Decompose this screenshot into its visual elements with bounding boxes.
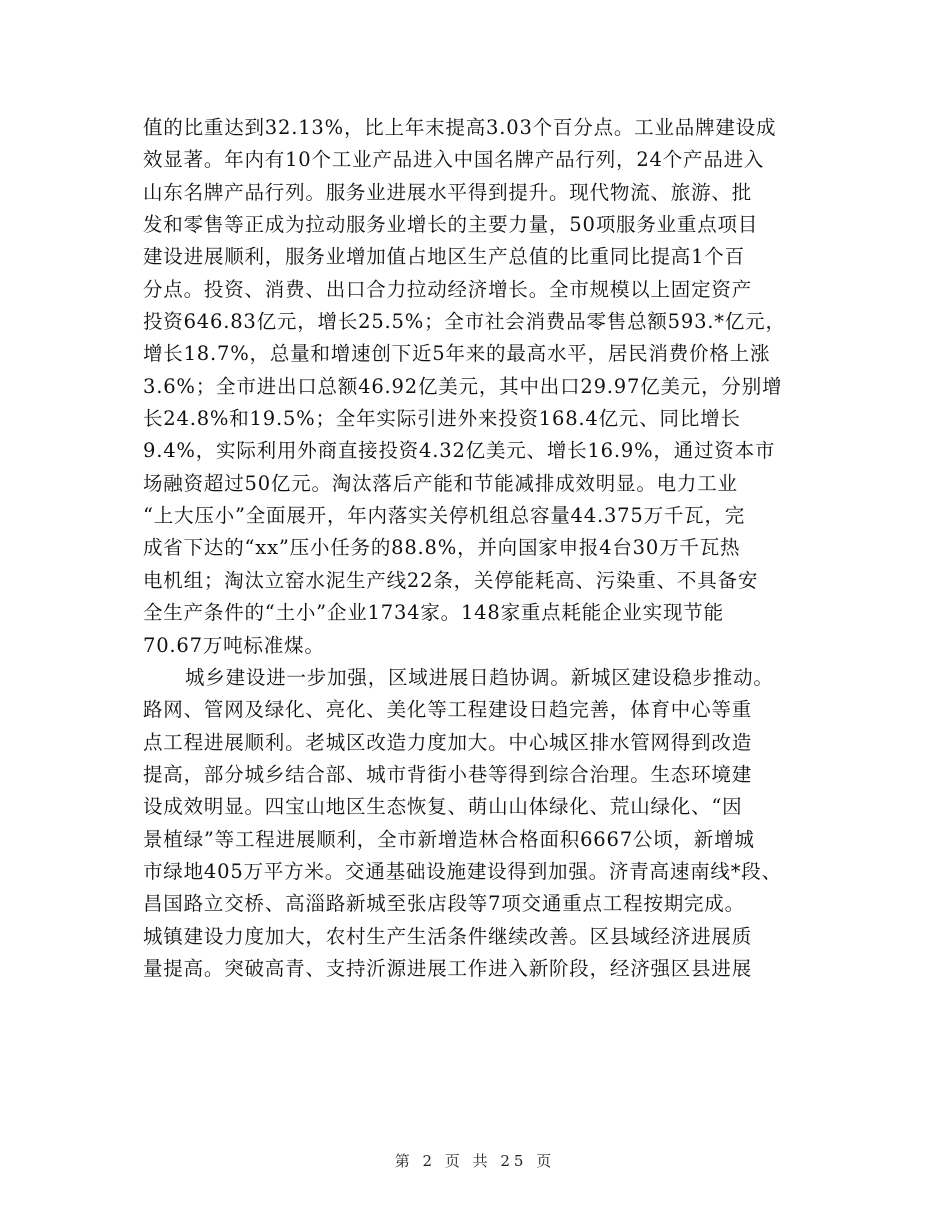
text-line: 路网、管网及绿化、亮化、美化等工程建设日趋完善，体育中心等重	[143, 698, 753, 722]
text-line: 场融资超过50亿元。淘汰落后产能和节能减排成效明显。电力工业	[143, 471, 738, 495]
page-number-footer: 第 2 页 共 25 页	[394, 1152, 556, 1170]
text-line: 9.4%，实际利用外商直接投资4.32亿美元、增长16.9%，通过资本市	[143, 439, 776, 463]
text-line: 点工程进展顺利。老城区改造力度加大。中心城区排水管网得到改造	[143, 730, 753, 754]
text-line: 城镇建设力度加大，农村生产生活条件继续改善。区县域经济进展质	[143, 924, 753, 948]
text-line: 发和零售等正成为拉动服务业增长的主要力量，50项服务业重点项目	[143, 213, 759, 237]
text-line: 市绿地405万平方米。交通基础设施建设得到加强。济青高速南线*段、	[143, 859, 782, 883]
text-line: 成省下达的“xx”压小任务的88.8%，并向国家申报4台30万千瓦热	[143, 536, 741, 560]
text-line: 电机组；淘汰立窑水泥生产线22条，关停能耗高、污染重、不具备安	[143, 568, 759, 592]
text-line: 增长18.7%，总量和增速创下近5年来的最高水平，居民消费价格上涨	[143, 342, 771, 366]
text-line: “上大压小”全面展开，年内落实关停机组总容量44.375万千瓦，完	[143, 504, 746, 528]
text-line: 效显著。年内有10个工业产品进入中国名牌产品行列，24个产品进入	[143, 148, 765, 172]
text-line: 长24.8%和19.5%；全年实际引进外来投资168.4亿元、同比增长	[143, 407, 741, 431]
text-line: 70.67万吨标准煤。	[143, 633, 325, 657]
text-line: 值的比重达到32.13%，比上年末提高3.03个百分点。工业品牌建设成	[143, 116, 777, 139]
text-line: 提高，部分城乡结合部、城市背街小巷等得到综合治理。生态环境建	[143, 762, 753, 786]
text-line: 昌国路立交桥、高淄路新城至张店段等7项交通重点工程按期完成。	[143, 892, 745, 916]
paragraph-start-line: 城乡建设进一步加强，区域进展日趋协调。新城区建设稳步推动。	[185, 665, 774, 689]
text-line: 设成效明显。四宝山地区生态恢复、萌山山体绿化、荒山绿化、“因	[143, 795, 743, 819]
text-line: 建设进展顺利，服务业增加值占地区生产总值的比重同比提高1个百	[143, 245, 745, 269]
text-line: 投资646.83亿元，增长25.5%；全市社会消费品零售总额593.*亿元，	[143, 310, 786, 334]
text-line: 量提高。突破高青、支持沂源进展工作进入新阶段，经济强区县进展	[143, 956, 753, 980]
text-line: 分点。投资、消费、出口合力拉动经济增长。全市规模以上固定资产	[143, 277, 753, 301]
text-line: 全生产条件的“土小”企业1734家。148家重点耗能企业实现节能	[143, 601, 724, 625]
text-line: 山东名牌产品行列。服务业进展水平得到提升。现代物流、旅游、批	[143, 180, 753, 204]
body-text	[143, 112, 823, 985]
text-line: 景植绿”等工程进展顺利，全市新增造林合格面积6667公顷，新增城	[143, 827, 755, 851]
text-line: 3.6%；全市进出口总额46.92亿美元，其中出口29.97亿美元，分别增	[143, 374, 783, 398]
